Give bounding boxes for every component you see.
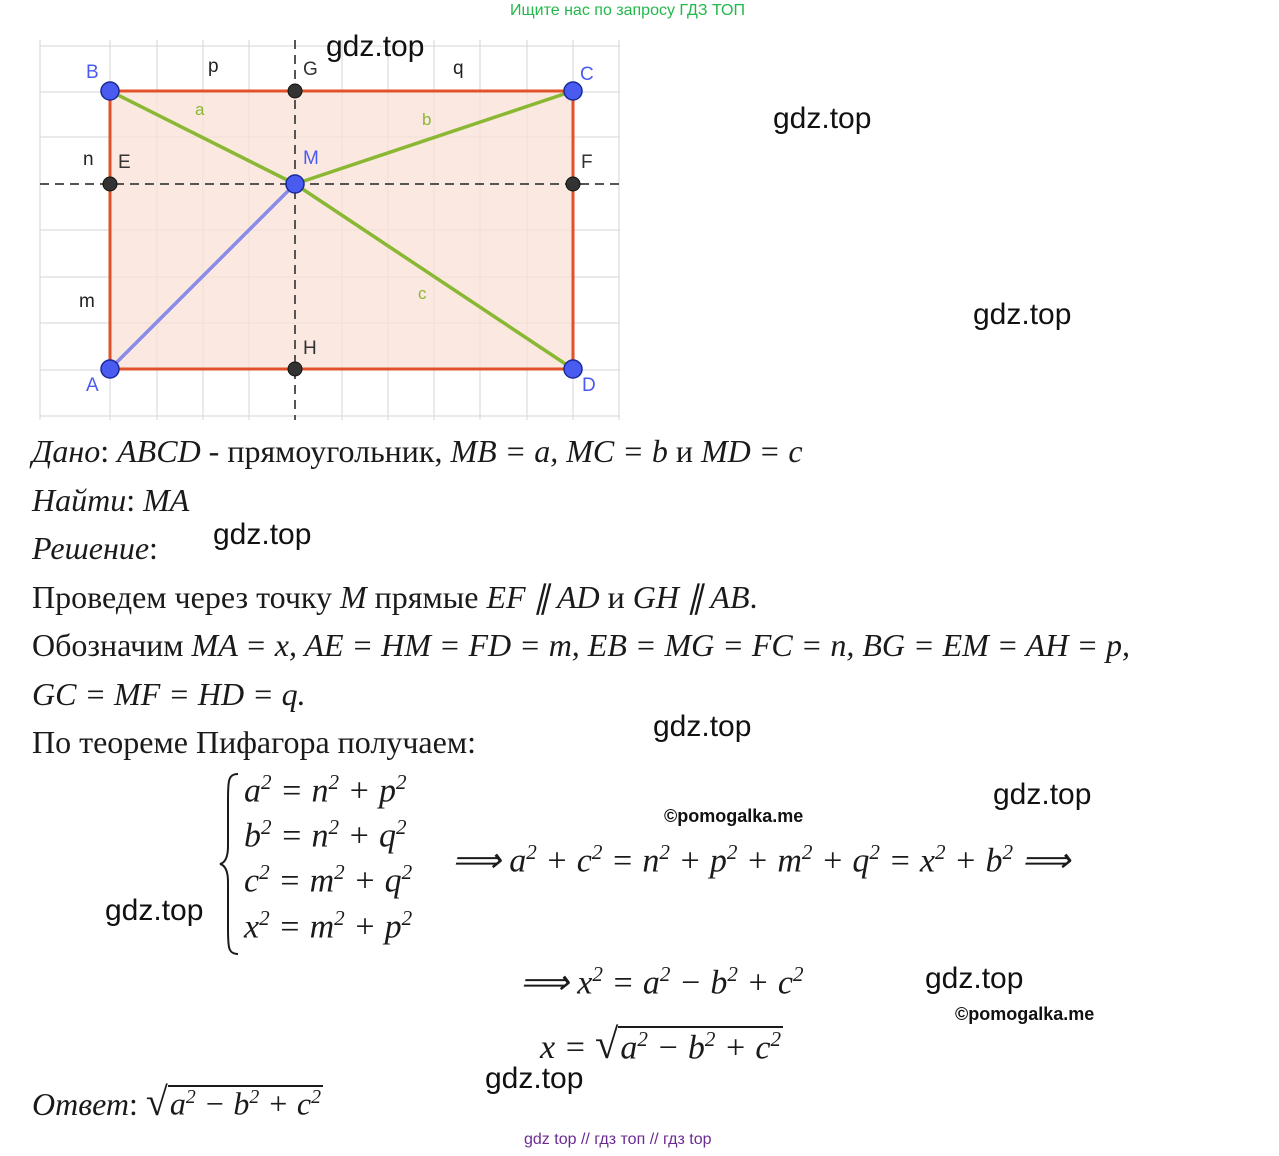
point-m [286,175,304,193]
watermark: gdz.top [105,894,204,927]
point-f [566,177,580,191]
label-seg-c: c [418,284,427,303]
point-a [101,360,119,378]
copyright-mark: ©pomogalka.me [955,1004,1095,1024]
label-e: E [118,152,131,173]
label-b: B [86,62,99,83]
label-seg-a: a [195,100,205,119]
watermark: gdz.top [925,962,1024,995]
equation-4: $x^2 = m^2 + p^2$ [244,906,413,946]
watermark: gdz.top [993,778,1092,811]
label-d: D [582,375,596,396]
given-line: Дано: ABCD - прямоугольник, MB = a, MC = b и MD = c [32,433,803,469]
label-m: M [303,148,319,169]
label-h: H [303,338,317,359]
system-brace [218,771,242,957]
pythagoras-line: По теореме Пифагора получаем: [32,724,476,760]
label-seg-m: m [79,291,95,312]
label-c: C [580,64,594,85]
watermark: gdz.top [773,102,872,135]
point-h [288,362,302,376]
notation-line: Обозначим MA = x, AE = HM = FD = m, EB = MG = FC = n, BG = EM = AH = p, [32,627,1131,663]
answer-line: Ответ: $√a^2 - b^2 + c^2$ [32,1079,321,1124]
point-e [103,177,117,191]
point-g [288,84,302,98]
label-seg-b: b [422,110,432,129]
footer-links: gdz top // гдз топ // гдз top [524,1131,712,1148]
equation-3: $c^2 = m^2 + q^2$ [244,860,413,900]
rectangle-abcd [110,91,573,369]
copyright-mark: ©pomogalka.me [664,806,804,826]
footer-link-gdz-top-ru[interactable]: гдз топ [594,1131,646,1148]
watermark: gdz.top [653,710,752,743]
footer-link-gdz-top-mixed[interactable]: гдз top [663,1131,712,1148]
find-line: Найти: MA [32,482,190,518]
label-seg-q: q [453,58,464,79]
equation-x: $x = √a^2 - b^2 + c^2$ [540,1021,782,1068]
label-f: F [581,152,593,173]
watermark: gdz.top [485,1062,584,1095]
label-a: A [86,375,99,396]
watermark: gdz.top [213,518,312,551]
label-seg-n: n [83,149,94,170]
equation-2: $b^2 = n^2 + q^2$ [244,815,407,855]
equation-1: $a^2 = n^2 + p^2$ [244,770,407,810]
equation-x-squared: ⟹ $x^2 = a^2 - b^2 + c^2$ [520,962,804,1002]
geometry-diagram [30,30,630,430]
top-banner[interactable]: Ищите нас по запросу ГДЗ ТОП [510,2,745,19]
watermark: gdz.top [973,298,1072,331]
point-d [564,360,582,378]
notation-line-2: GC = MF = HD = q. [32,676,306,712]
construction-line: Проведем через точку M прямые EF ∥ AD и GH ∥ AB. [32,579,758,615]
label-seg-p: p [208,56,219,77]
label-g: G [303,59,318,80]
solution-label: Решение: [32,530,158,566]
point-b [101,82,119,100]
equation-sum: ⟹ $a^2 + c^2 = n^2 + p^2 + m^2 + q^2 = x^2 + b^2$ ⟹ [452,840,1071,880]
footer-link-gdz-top[interactable]: gdz top [524,1131,577,1148]
watermark: gdz.top [326,30,425,63]
